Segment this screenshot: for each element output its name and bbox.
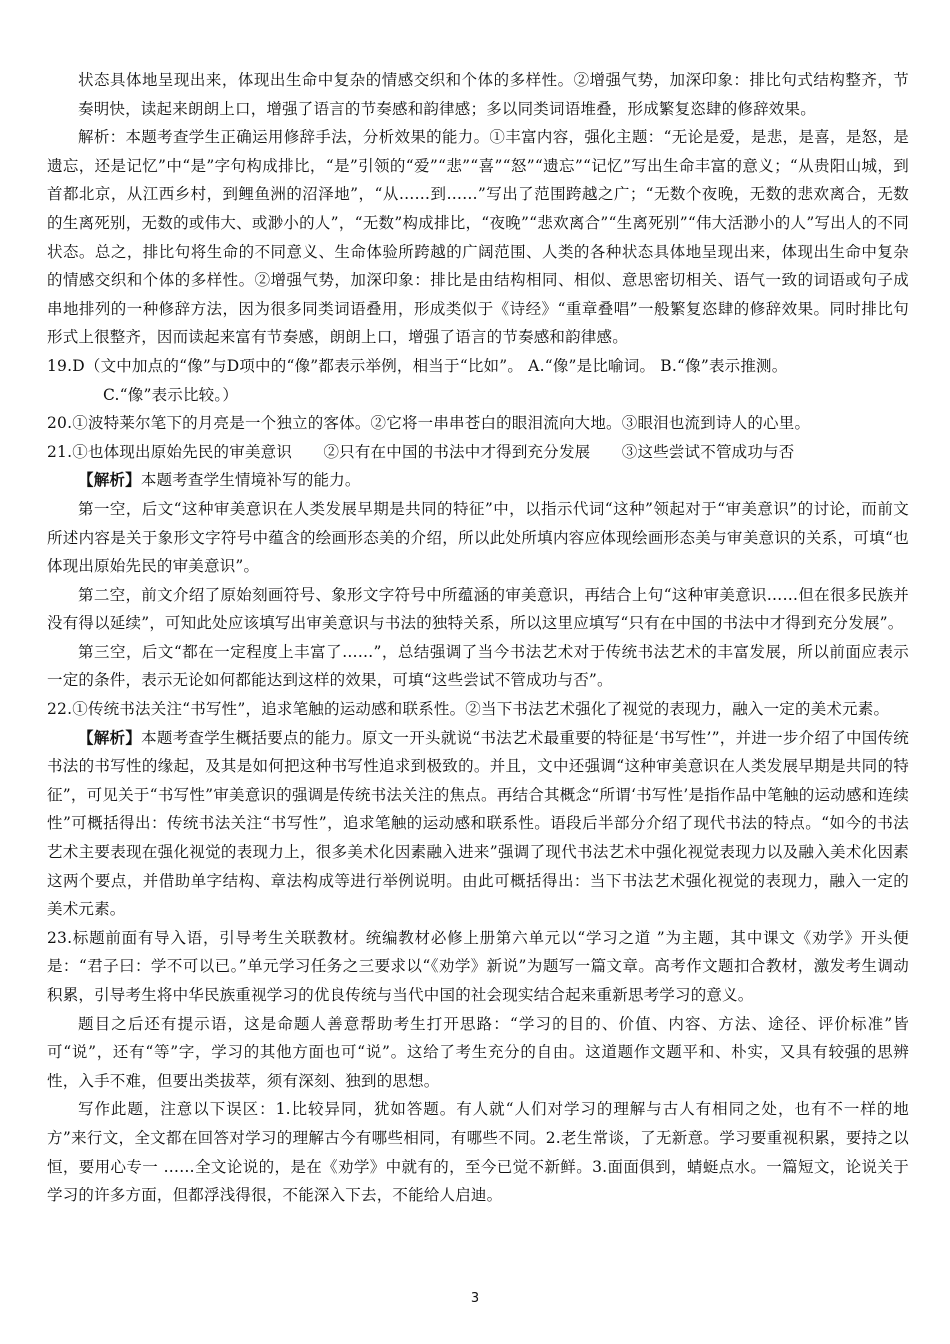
analysis-text: 本题考查学生情境补写的能力。 [140,471,361,490]
analysis-text: 本题考查学生概括要点的能力。原文一开头就说“书法艺术最重要的特征是‘书写性’”，并进一步介绍了中国传统书法的书写性的缘起，及其是如何把这种书写性追求到极致的。并且，文中还强调“这种审美意识在人类发展早期是共同的特征”，可见关于“书写性”审美意识的强调是传统书法关注的焦点。再结合其概念“所谓‘书写性’是指作品中笔触的运动感和连续性”可概括得出：传统书法关注“书写性”，追求笔触的运动感和联系性。语段后半部分介绍了现代书法的特点。“如今的书法艺术主要表现在强化视觉的表现力上，很多美术化因素融入进来”强调了现代书法艺术中强化视觉表现力以及融入美术化因素这两个要点，并借助单字结构、章法构成等进行举例说明。由此可概括得出：当下书法艺术强化视觉的表现力，融入一定的美术元素。 [47,728,909,919]
paragraph-18-continuation: 状态具体地呈现出来，体现出生命中复杂的情感交织和个体的多样性。②增强气势，加深印象：排比句式结构整齐，节奏明快，读起来朗朗上口，增强了语言的节奏感和韵律感；多以同类词语堆叠，形成繁复恣肆的修辞效果。 [78,71,909,118]
answer-21-blank-3: 第三空，后文“都在一定程度上丰富了……”，总结强调了当今书法艺术对于传统书法艺术的丰富发展，所以前面应表示一定的条件，表示无论如何都能达到这样的效果，可填“这些尝试不管成功与否”。 [47,642,909,690]
analysis-label: 【解析】 [78,727,142,747]
analysis-label: 【解析】 [78,470,141,490]
paragraph-18-analysis: 解析：本题考查学生正确运用修辞手法，分析效果的能力。①丰富内容，强化主题：“无论是爱，是悲，是喜，是怒，是遗忘，还是记忆”中“是”字句构成排比，“是”引领的“爱”“悲”“喜”“怒”“遗忘”“记忆”写出生命丰富的意义；“从贵阳山城，到首都北京，从江西乡村，到鲤鱼洲的沼泽地”，“从……到……”写出了范围跨越之广；“无数个夜晚，无数的悲欢离合，无数的生离死别，无数的或伟大、或渺小的人”，“无数”构成排比，“夜晚”“悲欢离合”“生离死别”“伟大活渺小的人”写出人的不同状态。总之，排比句将生命的不同意义、生命体验所跨越的广阔范围、人类的各种状态具体地呈现出来，体现出生命中复杂的情感交织和个体的多样性。②增强气势，加深印象：排比是由结构相同、相似、意思密切相关、语气一致的词语或句子成串地排列的一种修辞方法，因为很多同类词语叠用，形成类似于《诗经》“重章叠唱”一般繁复恣肆的修辞效果。同时排比句形式上很整齐，因而读起来富有节奏感，朗朗上口，增强了语言的节奏感和韵律感。 [47,128,909,347]
answer-21-blank-1: 第一空，后文“这种审美意识在人类发展早期是共同的特征”中，以指示代词“这种”领起对于“审美意识”的讨论，而前文所述内容是关于象形文字符号中蕴含的绘画形态美的介绍，所以此处所填内容应体现绘画形态美与审美意识的关系，可填“也体现出原始先民的审美意识”。 [47,499,909,576]
answer-22: 22.①传统书法关注“书写性”，追求笔触的运动感和联系性。②当下书法艺术强化了视觉的表现力，融入一定的美术元素。 [47,700,890,719]
answer-23-prompt-note: 题目之后还有提示语，这是命题人善意帮助考生打开思路：“学习的目的、价值、内容、方法、途径、评价标准”皆可“说”，还有“等”字，学习的其他方面也可“说”。这给了考生充分的自由。这道题作文题平和、朴实，又具有较强的思辨性，入手不难，但要出类拔萃，须有深刻、独到的思想。 [47,1014,909,1090]
answer-23-pitfalls: 写作此题，注意以下误区：1.比较异同，犹如答题。有人就“人们对学习的理解与古人有相同之处，也有不一样的地方”来行文，全文都在回答对学习的理解古今有哪些相同，有哪些不同。2.老生常谈，了无新意。学习要重视积累，要持之以恒，要用心专一 ……全文论说的，是在《劝学》中就有的，至今已觉不新鲜。3.面面俱到，蜻蜓点水。一篇短文，论说关于学习的许多方面，但都浮浅得很，不能深入下去，不能给人启迪。 [47,1100,909,1205]
answer-19-continuation: C.“像”表示比较。） [103,385,239,404]
answer-21-blank-2: 第二空，前文介绍了原始刻画符号、象形文字符号中所蕴涵的审美意识，再结合上句“这种审美意识……但在很多民族并没有得以延续”，可知此处应该填写出审美意识与书法的独特关系，所以这里应填写“只有在中国的书法中才得到充分发展”。 [47,585,909,633]
page-number: 3 [470,1291,480,1306]
answer-21: 21.①也体现出原始先民的审美意识 ②只有在中国的书法中才得到充分发展 ③这些尝试不管成功与否 [47,442,795,461]
answer-19: 19.D（文中加点的“像”与D项中的“像”都表示举例，相当于“比如”。 A.“像”是比喻词。 B.“像”表示推测。 [47,356,788,375]
answer-21-analysis-heading [47,466,909,495]
answer-content [47,66,909,1210]
answer-20: 20.①波特莱尔笔下的月亮是一个独立的客体。②它将一串串苍白的眼泪流向大地。③眼泪也流到诗人的心里。 [47,414,811,433]
answer-23: 23.标题前面有导入语，引导考生关联教材。统编教材必修上册第六单元以“学习之道 ”为主题，其中课文《劝学》开头便是：“君子曰：学不可以已。”单元学习任务之三要求以“《劝学》新说”为题写一篇文章。高考作文题扣合教材，激发考生调动积累，引导考生将中华民族重视学习的优良传统与当代中国的社会现实结合起来重新思考学习的意义。 [47,928,909,1004]
answer-22-analysis [47,724,909,924]
